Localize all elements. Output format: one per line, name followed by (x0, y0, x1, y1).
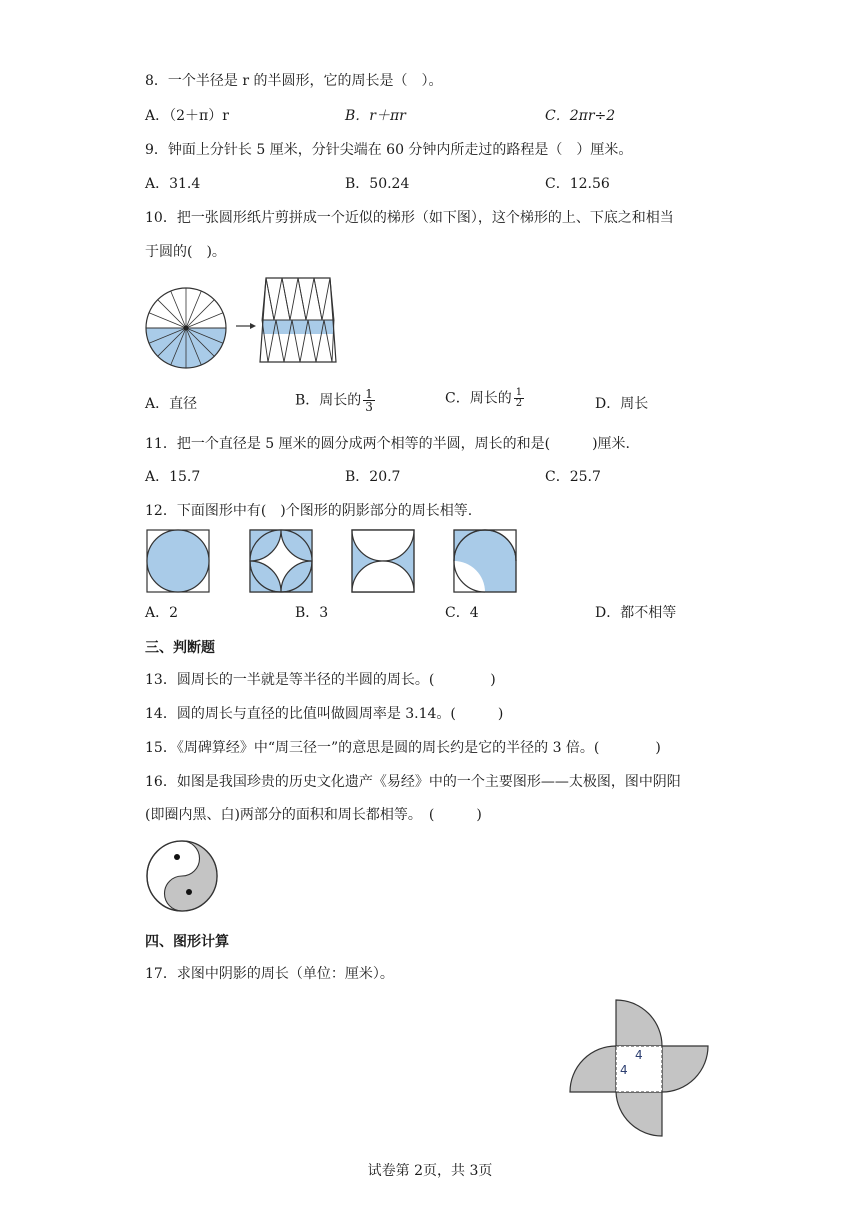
q10-option-a: A．直径 (145, 396, 198, 412)
q9-option-b: B．50.24 (345, 176, 410, 192)
q12-figure-corner-quarters (250, 530, 312, 592)
q12-figure-half-circles (352, 530, 414, 592)
q10-option-d: D．周长 (595, 396, 649, 412)
section-true-false-heading: 三、判断题 (145, 640, 215, 656)
q9-stem: 9．钟面上分针长 5 厘米，分针尖端在 60 分钟内所走过的路程是（ ）厘米。 (145, 142, 633, 158)
q10-c-numerator: 1 (515, 387, 523, 398)
taiji-yin-yang-figure (144, 838, 220, 914)
q12-option-c: C．4 (445, 605, 479, 621)
q16-stem-line1: 16．如图是我国珍贵的历史文化遗产《易经》中的一个主要图形——太极图，图中阴阳 (145, 774, 681, 790)
q11-option-b: B．20.7 (345, 469, 401, 485)
q14-stem: 14．圆的周长与直径的比值叫做圆周率是 3.14。( ) (145, 706, 504, 722)
q10-b-numerator: 1 (365, 387, 373, 401)
q12-four-shaded-figures (145, 528, 525, 594)
q12-option-d: D．都不相等 (595, 605, 677, 621)
q16-stem-line2: (即圈内黑、白)两部分的面积和周长都相等。 ( ) (145, 807, 482, 823)
q17-pinwheel-figure (568, 998, 713, 1138)
section-figure-calculation-heading: 四、图形计算 (145, 934, 229, 950)
q8-stem: 8．一个半径是 r 的半圆形，它的周长是（ ）。 (145, 73, 443, 89)
q12-stem: 12．下面图形中有( )个图形的阴影部分的周长相等. (145, 503, 473, 519)
q8-option-a: A．（2＋π）r (145, 108, 229, 124)
q10-option-c-label: C．周长的 (445, 390, 512, 407)
q10-option-c-fraction (514, 388, 524, 409)
q8-option-c: C．2πr÷2 (545, 108, 616, 124)
q10-c-denominator: 2 (515, 398, 523, 409)
q10-b-denominator: 3 (365, 400, 373, 414)
q11-option-c: C．25.7 (545, 469, 601, 485)
q10-option-c (445, 388, 524, 409)
q17-dim-horizontal: 4 (635, 1048, 643, 1062)
q13-stem: 13．圆周长的一半就是等半径的半圆的周长。( ) (145, 672, 496, 688)
q12-option-b: B．3 (295, 605, 329, 621)
q9-option-a: A．31.4 (145, 176, 201, 192)
q9-option-c: C．12.56 (545, 176, 610, 192)
q15-stem: 15．《周碑算经》中“周三径一”的意思是圆的周长约是它的半径的 3 倍。( ) (145, 740, 661, 756)
q10-option-b-fraction (363, 388, 375, 413)
q8-option-b: B．r＋πr (345, 108, 406, 124)
q10-circle-to-trapezoid-figure (140, 272, 350, 372)
q11-stem: 11．把一个直径是 5 厘米的圆分成两个相等的半圆，周长的和是( )厘米. (145, 436, 630, 452)
q12-option-a: A．2 (145, 605, 179, 621)
q17-stem: 17．求图中阴影的周长（单位：厘米）。 (145, 966, 394, 982)
q10-stem-line2: 于圆的( )。 (145, 244, 226, 260)
q10-option-b-label: B．周长的 (295, 392, 362, 409)
q12-figure-circle (147, 530, 209, 592)
q10-stem-line1: 10．把一张圆形纸片剪拼成一个近似的梯形（如下图），这个梯形的上、下底之和相当 (145, 210, 674, 226)
page-footer: 试卷第 2页，共 3页 (367, 1163, 493, 1179)
q10-option-b (295, 388, 375, 413)
q12-figure-overlapping-arcs (454, 530, 516, 592)
q17-dim-vertical: 4 (620, 1063, 628, 1077)
q11-option-a: A．15.7 (145, 469, 201, 485)
